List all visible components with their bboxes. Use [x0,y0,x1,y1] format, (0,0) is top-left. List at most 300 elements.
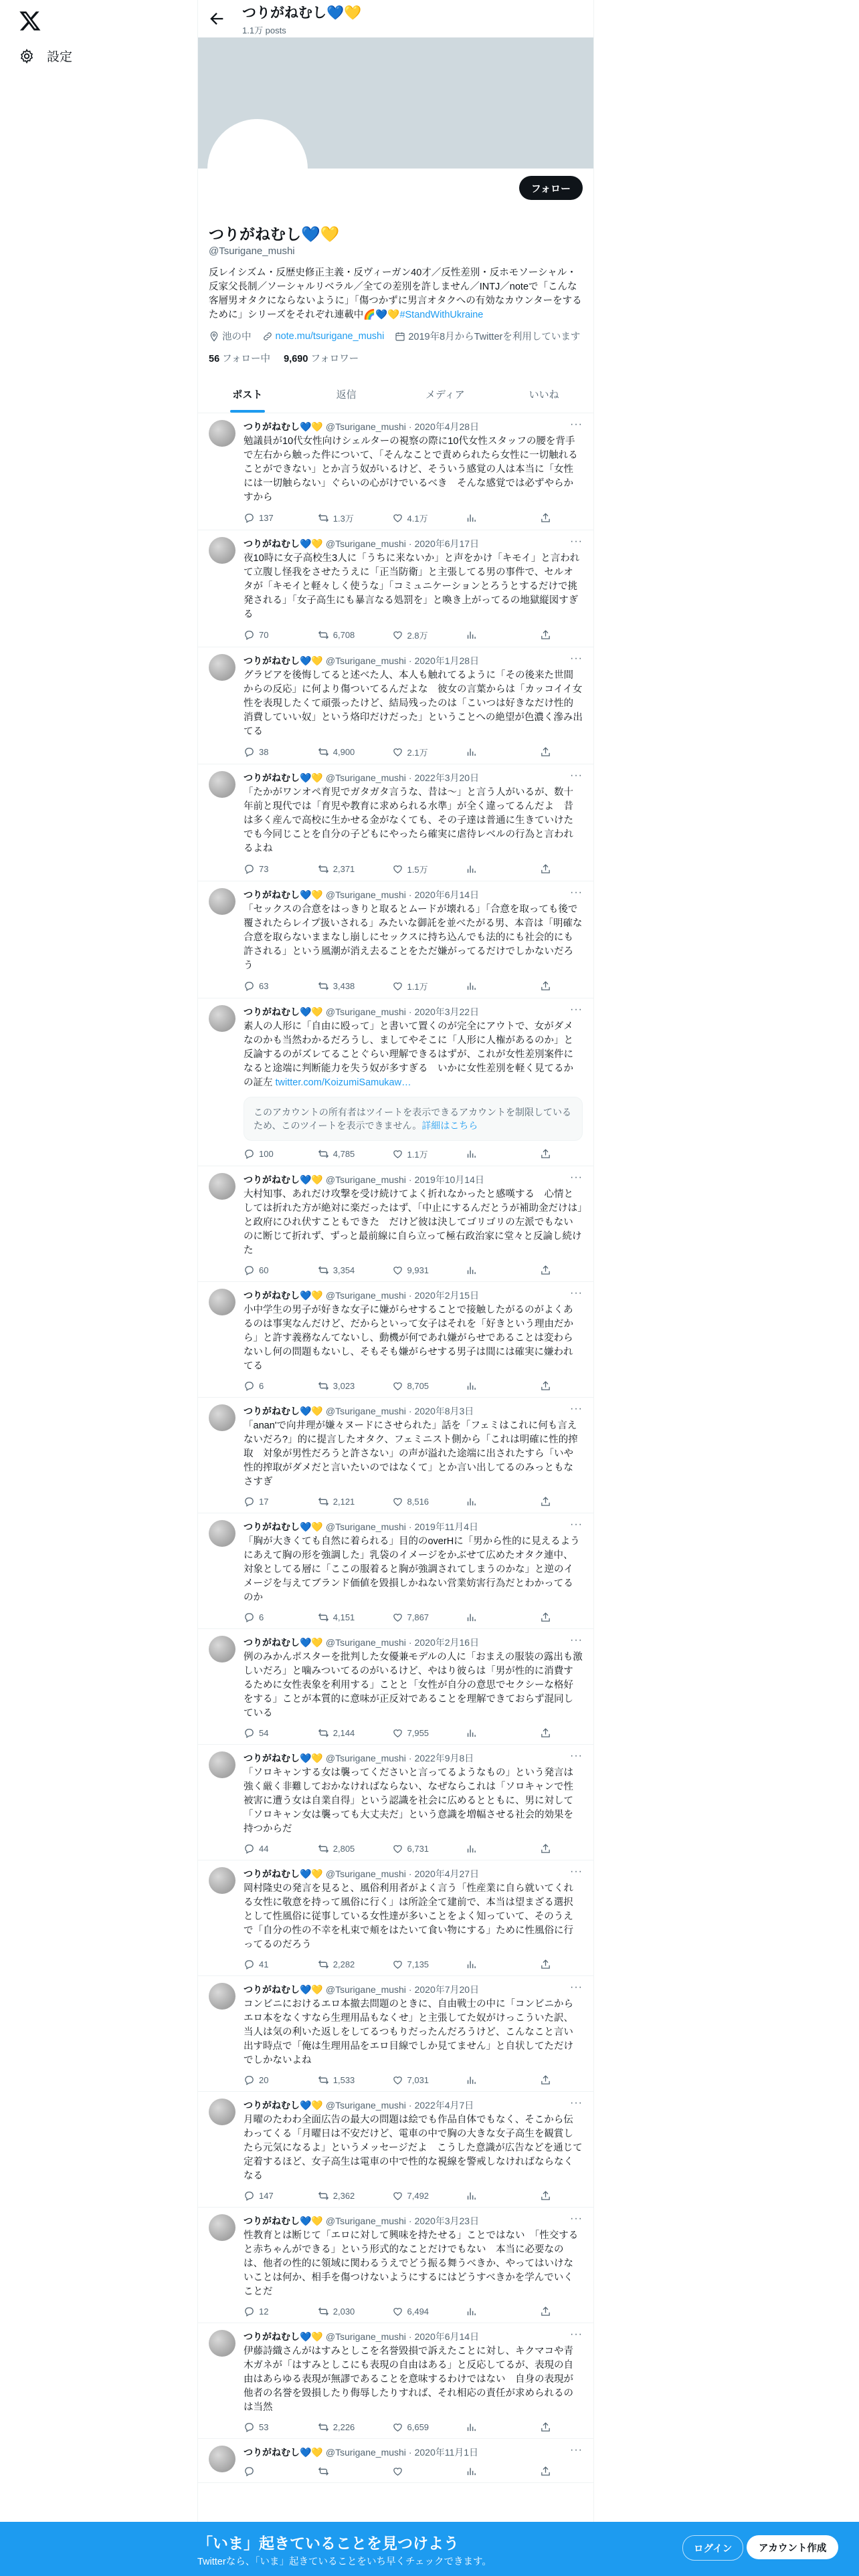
retweet-button[interactable] [318,863,358,875]
notice-learn-more-link[interactable]: 詳細はこちら [421,1120,478,1131]
tweet-header [244,1520,583,1533]
retweet-icon [318,2306,329,2317]
retweet-button[interactable] [318,512,358,524]
reply-button[interactable] [244,2074,284,2086]
views-button[interactable] [466,2074,506,2086]
more-options-icon[interactable]: ··· [570,2213,583,2224]
retweet-icon [318,980,329,992]
tweet-author-name[interactable]: つりがねむし💙💛 [244,1174,323,1185]
tweet-date[interactable]: 2020年3月22日 [414,1006,480,1017]
tweet-text [244,1766,583,1836]
reply-count: 70 [259,630,269,640]
tweet-actions [244,1727,583,1739]
like-button[interactable] [392,1843,432,1854]
settings-link[interactable] [19,47,72,65]
tweet[interactable] [198,1166,593,1282]
like-button[interactable] [392,746,432,758]
views-button[interactable] [466,1380,506,1392]
share-button[interactable] [540,1380,580,1392]
views-button[interactable] [466,1612,506,1623]
tweet[interactable] [198,2092,593,2208]
tweet-avatar[interactable] [209,1867,235,1894]
tweet-author-name[interactable]: つりがねむし💙💛 [244,772,323,783]
tweet-date[interactable]: 2020年1月28日 [414,655,480,666]
tweet-author-handle[interactable]: @Tsurigane_mushi [325,772,406,783]
reply-icon [244,2306,255,2317]
tweet-author-name[interactable]: つりがねむし💙💛 [244,2100,323,2111]
left-nav [0,0,197,2576]
share-button[interactable] [540,1959,580,1970]
like-button[interactable] [392,1496,432,1507]
tweet-date[interactable]: 2020年6月17日 [414,538,480,549]
reply-button[interactable] [244,746,284,758]
tweet-author-handle[interactable]: @Tsurigane_mushi [325,1290,406,1301]
like-button[interactable] [392,1380,432,1392]
views-button[interactable] [466,1727,506,1739]
tweet-avatar[interactable] [209,771,235,798]
share-button[interactable] [540,1612,580,1623]
tweet-body [244,2214,583,2317]
tweet-actions [244,512,583,524]
tweet-date[interactable]: 2022年4月7日 [414,2100,474,2111]
views-icon [466,2466,477,2477]
like-count: 7,955 [407,1728,430,1738]
views-icon [466,2190,477,2202]
tweet-avatar[interactable] [209,1636,235,1662]
share-button[interactable] [540,512,580,524]
retweet-count: 4,900 [332,747,355,757]
retweet-button[interactable] [318,1612,358,1623]
following-label: フォロー中 [222,354,270,364]
reply-button[interactable] [244,629,284,641]
retweet-button[interactable] [318,2074,358,2086]
tweet-text-content: 岡村隆史の発言を見ると、風俗利用者がよく言う「性産業に自ら就いてくれる女性に敬意を持って風俗に行く」は所詮全て建前で、本当は望まざる選択として性風俗に従事している女性達が多いことをよく知っていて、そのうえで「自分の性の不幸を札束で頬をはたいて食い物にする」ために性風俗に行ってるのだろう [244,1883,573,1950]
tweet[interactable] [198,2208,593,2323]
like-button[interactable] [392,2466,432,2477]
tweet-author-name[interactable]: つりがねむし💙💛 [244,1984,323,1995]
views-button[interactable] [466,2422,506,2433]
tweet-date[interactable]: 2022年3月20日 [414,772,480,783]
views-button[interactable] [466,1265,506,1276]
tweet[interactable] [198,1860,593,1976]
more-options-icon[interactable]: ··· [570,887,583,898]
tweet-author-handle[interactable]: @Tsurigane_mushi [325,1406,406,1416]
tweet-author-name[interactable]: つりがねむし💙💛 [244,1006,323,1017]
tweet-avatar[interactable] [209,2214,235,2241]
tweet-avatar[interactable] [209,654,235,681]
tweet[interactable] [198,881,593,998]
tweet-author-handle[interactable]: @Tsurigane_mushi [325,2216,406,2226]
views-button[interactable] [466,980,506,992]
more-options-icon[interactable]: ··· [570,770,583,781]
like-count: 6,731 [407,1844,430,1854]
tweet-date[interactable]: 2020年2月15日 [414,1290,480,1301]
tweet-date[interactable]: 2022年9月8日 [414,1753,474,1763]
share-button[interactable] [540,1843,580,1854]
share-button[interactable] [540,1148,580,1160]
tab-posts[interactable]: ポスト [198,377,297,413]
retweet-icon [318,1959,329,1970]
tweet-date[interactable]: 2020年7月20日 [414,1984,480,1995]
tweet-avatar[interactable] [209,1404,235,1431]
like-button[interactable] [392,1612,432,1623]
tweet-author-handle[interactable]: @Tsurigane_mushi [325,889,406,900]
tab-likes[interactable]: いいね [529,389,559,401]
views-icon [466,1496,477,1507]
more-options-icon[interactable]: ··· [570,2444,583,2456]
more-options-icon[interactable]: ··· [570,536,583,547]
tweet-author-handle[interactable]: @Tsurigane_mushi [325,1521,406,1532]
tweet-text [244,1419,583,1489]
tweet[interactable] [198,647,593,764]
tweet-text-content: 夜10時に女子高校生3人に「うちに来ないか」と声をかけ「キモイ」と言われて立腹し怪我をさせたうえに「正当防衛」と主張してる男の事件で、セルオタが「キモイと軽々しく使うな」「コミュニケーションとろうとするだけで挑発される」「女子高生にも暴言なる処罰を」と喚き上がってるの地獄縦図すぎる [244,553,580,620]
share-button[interactable] [540,1496,580,1507]
back-arrow-icon[interactable] [207,9,226,28]
tweet-text [244,786,583,856]
tweet-date[interactable]: 2020年6月14日 [414,889,480,900]
reply-icon [244,1380,255,1392]
tweet-author-handle[interactable]: @Tsurigane_mushi [325,1984,406,1995]
tweet-author-handle[interactable]: @Tsurigane_mushi [325,1174,406,1185]
retweet-button[interactable] [318,2422,358,2433]
profile-meta [209,329,583,343]
share-icon [540,2422,551,2433]
tweet-author-handle[interactable]: @Tsurigane_mushi [325,2100,406,2111]
views-icon [466,2074,477,2086]
retweet-button[interactable] [318,1148,358,1160]
reply-button[interactable] [244,2466,284,2477]
like-button[interactable] [392,1727,432,1739]
tweet-author-name[interactable]: つりがねむし💙💛 [244,1868,323,1879]
like-icon [392,980,403,992]
more-options-icon[interactable]: ··· [570,2329,583,2340]
following-link[interactable] [209,354,270,364]
tweet-author-handle[interactable]: @Tsurigane_mushi [325,2447,406,2458]
views-button[interactable] [466,746,506,758]
joined-item [395,329,580,343]
tweet-body [244,1520,583,1623]
share-button[interactable] [540,980,580,992]
reply-button[interactable] [244,2422,284,2433]
retweet-button[interactable] [318,1380,358,1392]
tweet-author-handle[interactable]: @Tsurigane_mushi [325,538,406,549]
reply-button[interactable] [244,980,284,992]
tweet-header [244,2099,583,2112]
like-button[interactable] [392,1959,432,1970]
reply-button[interactable] [244,863,284,875]
reply-icon [244,1843,255,1854]
tab-media[interactable]: メディア [425,389,465,401]
views-button[interactable] [466,2306,506,2317]
reply-button[interactable] [244,1727,284,1739]
tweet-text-content: 大村知事、あれだけ攻撃を受け続けてよく折れなかったと感嘆する 心情としては折れた方が絶対に楽だったはず、「中止にするんだとうが補助金だけは」と政府にひれ伏すこともできた だけど彼は決してゴリゴリの左派でもないのに断じて折れず、ずっと最前線に自ら立って極右政治家に堂々と反論し続けた [244,1189,583,1256]
retweet-icon [318,1265,329,1276]
tweet-avatar[interactable] [209,1289,235,1315]
share-icon [540,629,551,641]
tweet-author-handle[interactable]: @Tsurigane_mushi [325,1868,406,1879]
like-icon [392,1496,403,1507]
like-count: 8,705 [407,1381,430,1391]
more-options-icon[interactable]: ··· [570,1750,583,1761]
like-count: 2.8万 [407,631,428,641]
share-button[interactable] [540,1265,580,1276]
tweet[interactable] [198,1282,593,1398]
reply-button[interactable] [244,1380,284,1392]
bio-hashtag[interactable]: #StandWithUkraine [399,310,484,320]
tweet-author-handle[interactable]: @Tsurigane_mushi [325,1753,406,1763]
signup-button[interactable]: アカウント作成 [747,2535,838,2559]
tweet[interactable] [198,413,593,530]
views-button[interactable] [466,2466,506,2477]
tweet-text-content: グラビアを後悔してると述べた人、本人も触れてるように「その後来た世間からの反応」に何より傷ついてるんだよな 彼女の言葉からは「カッコイイ女性を表現したくて頑張ったけど、結局残ったのは「こいつは好きなだけ性的消費していい奴」という烙印だけだった」ということへの絶望が色濃く滲み出てる [244,670,583,737]
more-options-icon[interactable]: ··· [570,1634,583,1646]
retweet-button[interactable] [318,1265,358,1276]
tweet-author-name[interactable]: つりがねむし💙💛 [244,1521,323,1532]
tweet-header [244,1404,583,1418]
joined-text: 2019年8月からTwitterを利用しています [408,332,581,342]
follow-button[interactable]: フォロー [519,176,583,200]
banner-subtitle: Twitterなら、「いま」起きていることをいち早くチェックできます。 [197,2557,492,2567]
bio-text: 反レイシズム・反歴史修正主義・反ヴィーガン40才／反性差別・反ホモソーシャル・反家父長制／ソーシャルリベラル／全ての差別を許しません／INTJ／noteで「こんな客層男オタクにならないように」「傷つかずに男言オタクへの有効なカウンターをするために」シリーズをそれぞれ連載中🌈💙💛 [209,267,582,320]
tweet-avatar[interactable] [209,1520,235,1547]
share-icon [540,2074,551,2086]
retweet-icon [318,1148,329,1160]
more-options-icon[interactable]: ··· [570,1172,583,1183]
signup-banner [0,2522,859,2576]
tweet[interactable] [198,1398,593,1513]
retweet-button[interactable] [318,2306,358,2317]
reply-button[interactable] [244,1265,284,1276]
tweet-avatar[interactable] [209,1983,235,2010]
tweet-author-name[interactable]: つりがねむし💙💛 [244,421,323,432]
share-button[interactable] [540,629,580,641]
reply-button[interactable] [244,1843,284,1854]
tweet-header [244,1751,583,1765]
share-button[interactable] [540,2466,580,2477]
more-options-icon[interactable]: ··· [570,1866,583,1877]
retweet-icon [318,1380,329,1392]
like-count: 4.1万 [407,514,428,524]
share-icon [540,1727,551,1739]
share-icon [540,1148,551,1160]
tweet-author-handle[interactable]: @Tsurigane_mushi [325,1637,406,1648]
profile-avatar[interactable] [207,119,308,219]
share-button[interactable] [540,2422,580,2433]
like-count: 8,516 [407,1497,430,1507]
tweet-actions [244,1148,583,1160]
tweet-date[interactable]: 2020年4月27日 [414,1868,480,1879]
reply-icon [244,629,255,641]
reply-button[interactable] [244,1148,284,1160]
views-button[interactable] [466,1148,506,1160]
tweet-date[interactable]: 2020年11月1日 [414,2447,479,2458]
tweet-date[interactable]: 2020年2月16日 [414,1637,480,1648]
retweet-button[interactable] [318,1727,358,1739]
tweet-header [244,1173,583,1186]
like-count: 1.1万 [407,982,428,992]
tweet[interactable] [198,1513,593,1629]
like-button[interactable] [392,980,432,992]
tweet[interactable] [198,2439,593,2483]
retweet-count: 1.3万 [332,514,354,524]
tweet-date[interactable]: 2020年3月23日 [414,2216,480,2226]
tweet-author-handle[interactable]: @Tsurigane_mushi [325,421,406,432]
tweet[interactable] [198,1976,593,2092]
views-icon [466,629,477,641]
views-button[interactable] [466,2190,506,2202]
like-icon [392,1727,403,1739]
reply-button[interactable] [244,1959,284,1970]
tab-replies[interactable]: 返信 [336,389,357,401]
views-button[interactable] [466,1959,506,1970]
share-icon [540,2190,551,2202]
tweet-dot-separator: · [408,1521,412,1532]
tweet-author-handle[interactable]: @Tsurigane_mushi [325,1006,406,1017]
retweet-button[interactable] [318,2190,358,2202]
tweet-dot-separator: · [408,2331,412,2342]
tweet-body [244,1173,583,1276]
tweet-text-content: 素人の人形に「自由に殴って」と書いて置くのが完全にアウトで、女がダメなのかも当然わかるだろうし、ましてやそこに「人形に人権があるのか」と反論するのがズレてることぐらい理解できるはずが、これが女性差別案件になると途端に判断能力を失う奴が多すぎる いかに女性差別を軽く見てるかの証左 [244,1021,573,1088]
reply-icon [244,1727,255,1739]
retweet-button[interactable] [318,1959,358,1970]
tweet-avatar[interactable] [209,2330,235,2357]
timeline [198,413,593,2483]
retweet-button[interactable] [318,746,358,758]
website-link[interactable]: note.mu/tsurigane_mushi [275,330,385,342]
reply-button[interactable] [244,512,284,524]
share-button[interactable] [540,1727,580,1739]
retweet-button[interactable] [318,1843,358,1854]
tweet-dot-separator: · [408,889,412,900]
tweet-author-handle[interactable]: @Tsurigane_mushi [325,2331,406,2342]
website-item[interactable] [262,331,385,342]
reply-button[interactable] [244,2190,284,2202]
tweet-author-name[interactable]: つりがねむし💙💛 [244,2331,323,2342]
views-button[interactable] [466,1496,506,1507]
tweet-avatar[interactable] [209,1751,235,1778]
retweet-button[interactable] [318,629,358,641]
location-item [209,329,252,343]
location-text: 池の中 [222,332,252,342]
retweet-button[interactable] [318,980,358,992]
like-icon [392,2466,403,2477]
retweet-button[interactable] [318,2466,358,2477]
more-options-icon[interactable]: ··· [570,419,583,430]
tweet-author-handle[interactable]: @Tsurigane_mushi [325,655,406,666]
like-button[interactable] [392,2422,432,2433]
tweet-date[interactable]: 2020年8月3日 [414,1406,474,1416]
followers-link[interactable] [284,354,359,364]
views-button[interactable] [466,629,506,641]
tweet-avatar[interactable] [209,1005,235,1032]
retweet-icon [318,2422,329,2433]
more-options-icon[interactable]: ··· [570,1981,583,1993]
share-button[interactable] [540,2074,580,2086]
reply-button[interactable] [244,2306,284,2317]
retweet-button[interactable] [318,1496,358,1507]
tweet-date[interactable]: 2019年10月14日 [414,1174,484,1185]
tweet-date[interactable]: 2020年6月14日 [414,2331,480,2342]
retweet-count: 3,354 [332,1265,355,1275]
more-options-icon[interactable]: ··· [570,653,583,664]
tweet[interactable] [198,764,593,881]
more-options-icon[interactable]: ··· [570,1403,583,1414]
views-button[interactable] [466,512,506,524]
tweet-avatar[interactable] [209,420,235,447]
like-button[interactable] [392,863,432,875]
reply-button[interactable] [244,1496,284,1507]
tweet-header [244,654,583,667]
tweet-avatar[interactable] [209,888,235,915]
tweet-date[interactable]: 2019年11月4日 [414,1521,479,1532]
views-button[interactable] [466,863,506,875]
reply-button[interactable] [244,1612,284,1623]
like-button[interactable] [392,1265,432,1276]
tweet-author-name[interactable]: つりがねむし💙💛 [244,2216,323,2226]
like-button[interactable] [392,2074,432,2086]
tweet[interactable] [198,530,593,647]
more-options-icon[interactable]: ··· [570,1004,583,1015]
tweet-author-name[interactable]: つりがねむし💙💛 [244,1406,323,1416]
like-button[interactable] [392,512,432,524]
tweet[interactable] [198,1745,593,1860]
tweet-actions [244,1612,583,1623]
share-button[interactable] [540,746,580,758]
tweet-date[interactable]: 2020年4月28日 [414,421,480,432]
link-icon [262,331,273,342]
tweet[interactable] [198,1629,593,1745]
tweet-author-name[interactable]: つりがねむし💙💛 [244,1637,323,1648]
like-button[interactable] [392,1148,432,1160]
share-button[interactable] [540,2190,580,2202]
tweet-avatar[interactable] [209,2446,235,2472]
tweet-avatar[interactable] [209,537,235,564]
tweet-body [244,654,583,758]
x-logo-icon[interactable] [19,9,41,32]
like-button[interactable] [392,2190,432,2202]
tweet-dot-separator: · [408,1868,412,1879]
tweet-author-name[interactable]: つりがねむし💙💛 [244,2447,323,2458]
more-options-icon[interactable]: ··· [570,2097,583,2109]
login-button[interactable]: ログイン [682,2535,743,2561]
views-icon [466,863,477,875]
more-options-icon[interactable]: ··· [570,1287,583,1299]
tweet-header [244,1983,583,1996]
tweet-author-name[interactable]: つりがねむし💙💛 [244,1753,323,1763]
views-icon [466,1265,477,1276]
share-button[interactable] [540,863,580,875]
tweet-link[interactable]: twitter.com/KoizumiSamukaw… [275,1077,411,1088]
tweet-author-name[interactable]: つりがねむし💙💛 [244,889,323,900]
views-icon [466,512,477,524]
share-button[interactable] [540,2306,580,2317]
reply-icon [244,746,255,758]
more-options-icon[interactable]: ··· [570,1519,583,1530]
tweet-body [244,1404,583,1507]
tweet-avatar[interactable] [209,2099,235,2125]
tweet[interactable] [198,2323,593,2439]
like-button[interactable] [392,2306,432,2317]
share-icon [540,980,551,992]
tweet-author-name[interactable]: つりがねむし💙💛 [244,655,323,666]
tweet-author-name[interactable]: つりがねむし💙💛 [244,538,323,549]
tweet-dot-separator: · [408,1290,412,1301]
like-button[interactable] [392,629,432,641]
views-button[interactable] [466,1843,506,1854]
tweet-avatar[interactable] [209,1173,235,1200]
tweet-author-name[interactable]: つりがねむし💙💛 [244,1290,323,1301]
tweet[interactable] [198,998,593,1166]
